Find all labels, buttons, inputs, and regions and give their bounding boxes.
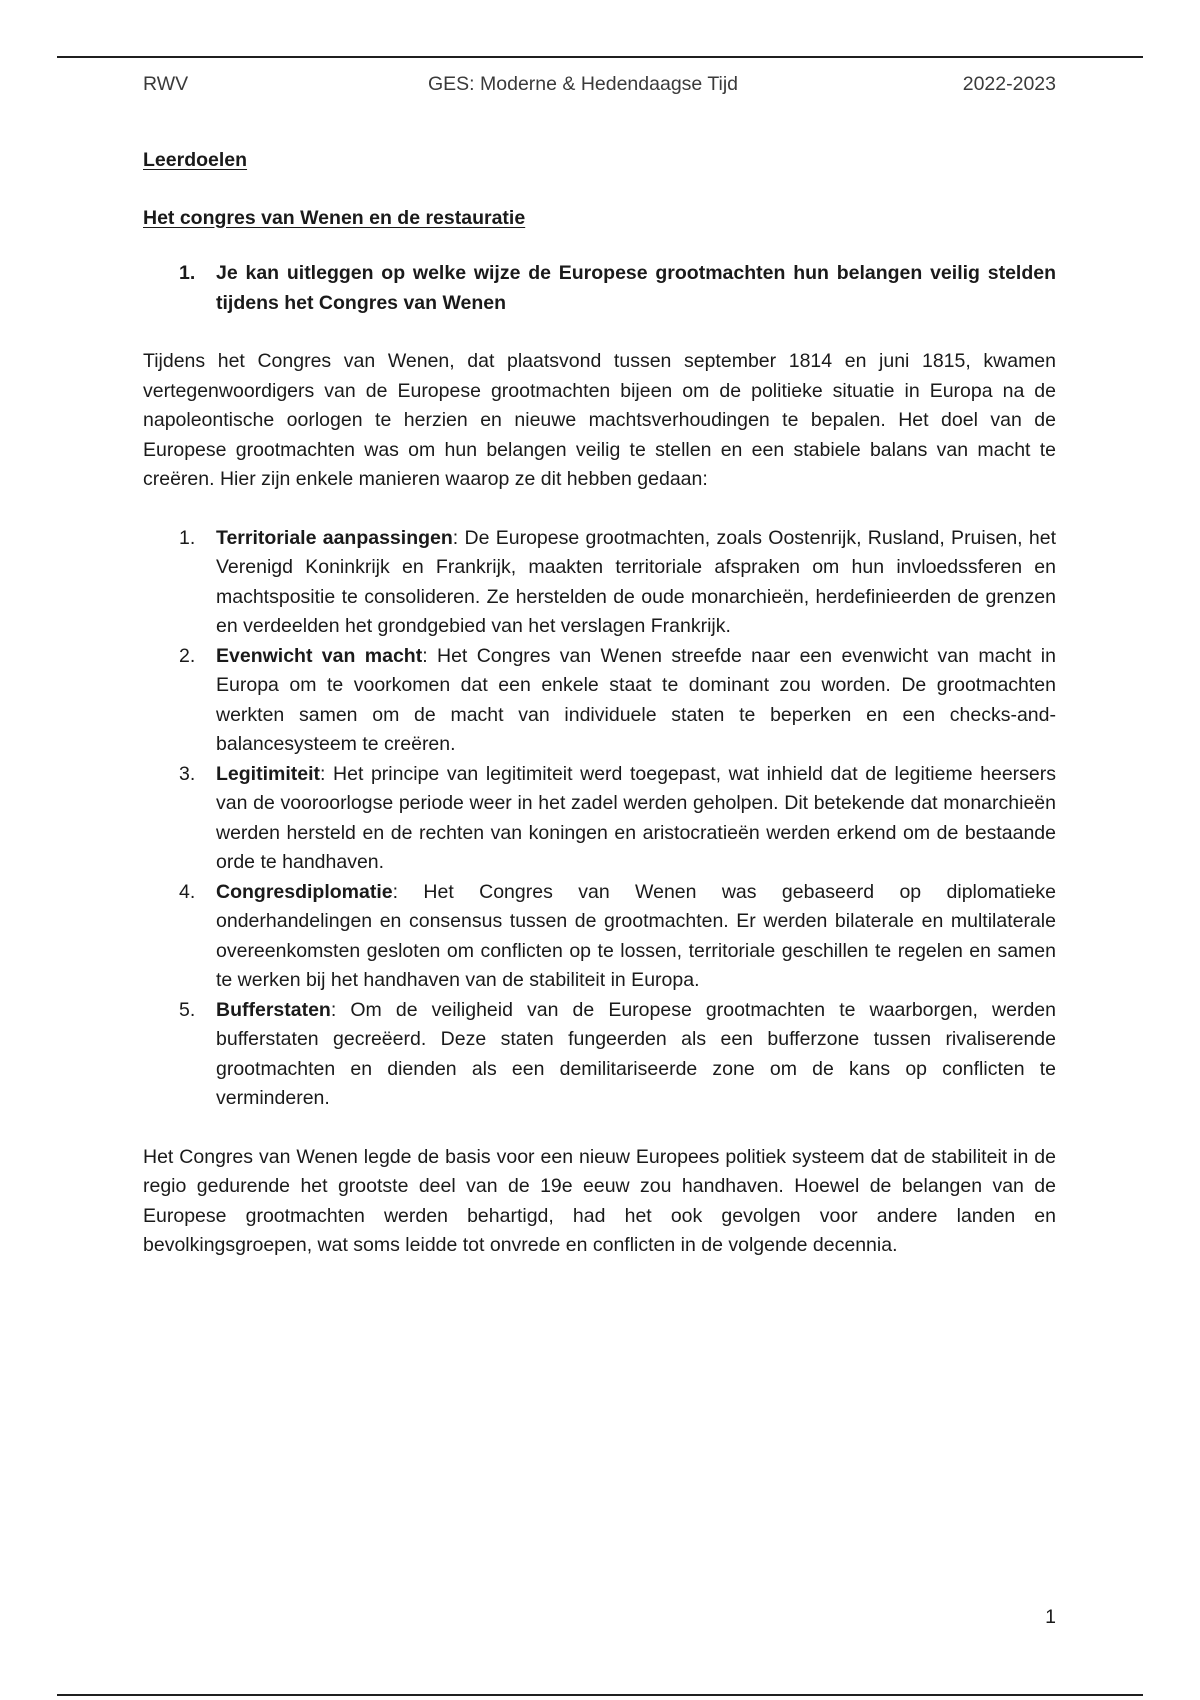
- list-item: [143, 642, 1056, 760]
- header-year: 2022-2023: [962, 73, 1056, 95]
- list-item-text: : Het principe van legitimiteit werd toegepast, wat inhield dat de legitieme heersers van de vooroorlogse periode weer in het zadel werden geholpen. Dit betekende dat monarchieën werden hersteld en de rechten van koningen en aristocratieën werden erkend om de bestaande orde te handhaven.: [216, 762, 1056, 873]
- list-item-number: 4.: [179, 880, 196, 903]
- learning-goal-list: [143, 259, 1056, 318]
- header-title: GES: Moderne & Hedendaagse Tijd: [428, 73, 739, 95]
- header-rule: [57, 56, 1143, 58]
- section-heading: Het congres van Wenen en de restauratie: [143, 206, 526, 229]
- list-item-term: Territoriale aanpassingen: [216, 526, 453, 549]
- list-item-text: : Om de veiligheid van de Europese grootmachten te waarborgen, werden bufferstaten gecreëerd. Deze staten fungeerden als een bufferzone tussen rivaliserende grootmachten en dienden als een demilitariseerde zone om de kans op conflicten te verminderen.: [216, 998, 1056, 1109]
- list-item: [143, 996, 1056, 1114]
- list-item-number: 1.: [179, 526, 196, 549]
- document-body: [143, 146, 1056, 1261]
- list-item: [143, 760, 1056, 878]
- methods-list: [143, 524, 1056, 1114]
- list-item: [143, 878, 1056, 996]
- page-header: [143, 73, 1056, 99]
- list-item-text: : Het Congres van Wenen was gebaseerd op diplomatieke onderhandelingen en consensus tussen de grootmachten. Er werden bilaterale en multilaterale overeenkomsten gesloten om conflicten op te lossen, territoriale geschillen te regelen en samen te werken bij het handhaven van de stabiliteit in Europa.: [216, 880, 1056, 991]
- footer-rule: [57, 1694, 1143, 1696]
- list-item-term: Evenwicht van macht: [216, 644, 423, 667]
- list-item-number: 2.: [179, 644, 196, 667]
- learning-goal: [143, 259, 1056, 318]
- list-item-term: Legitimiteit: [216, 762, 321, 785]
- conclusion-paragraph: Het Congres van Wenen legde de basis voor een nieuw Europees politiek systeem dat de stabiliteit in de regio gedurende het grootste deel van de 19e eeuw zou handhaven. Hoewel de belangen van de Europese grootmachten werden behartigd, had het ook gevolgen voor andere landen en bevolkingsgroepen, wat soms leidde tot onvrede en conflicten in de volgende decennia.: [143, 1145, 1056, 1256]
- learning-goal-text: Je kan uitleggen op welke wijze de Europese grootmachten hun belangen veilig stelden tijdens het Congres van Wenen: [216, 262, 1056, 314]
- list-item-term: Congresdiplomatie: [216, 880, 393, 903]
- list-item-text: : Het Congres van Wenen streefde naar een evenwicht van macht in Europa om te voorkomen dat een enkele staat te dominant zou worden. De grootmachten werkten samen om de macht van individuele staten te beperken en een checks-and-balancesysteem te creëren.: [216, 644, 1056, 755]
- header-left: RWV: [143, 73, 189, 95]
- intro-paragraph: Tijdens het Congres van Wenen, dat plaatsvond tussen september 1814 en juni 1815, kwamen vertegenwoordigers van de Europese grootmachten bijeen om de politieke situatie in Europa na de napoleontische oorlogen te herzien en nieuwe machtsverhoudingen te bepalen. Het doel van de Europese grootmachten was om hun belangen veilig te stellen en een stabiele balans van macht te creëren. Hier zijn enkele manieren waarop ze dit hebben gedaan:: [143, 350, 1056, 490]
- list-item-number: 3.: [179, 762, 196, 785]
- list-item-number: 5.: [179, 998, 196, 1021]
- list-item: [143, 524, 1056, 642]
- learning-goal-number: 1.: [179, 262, 196, 284]
- leerdoelen-heading: Leerdoelen: [143, 149, 248, 171]
- list-item-term: Bufferstaten: [216, 998, 331, 1021]
- page-number: 1: [1045, 1606, 1056, 1628]
- list-item-text: : De Europese grootmachten, zoals Oostenrijk, Rusland, Pruisen, het Verenigd Koninkrijk en Frankrijk, maakten territoriale afspraken om hun invloedssferen en machtspositie te consolideren. Ze herstelden de oude monarchieën, herdefinieerden de grenzen en verdeelden het grondgebied van het verslagen Frankrijk.: [216, 526, 1057, 637]
